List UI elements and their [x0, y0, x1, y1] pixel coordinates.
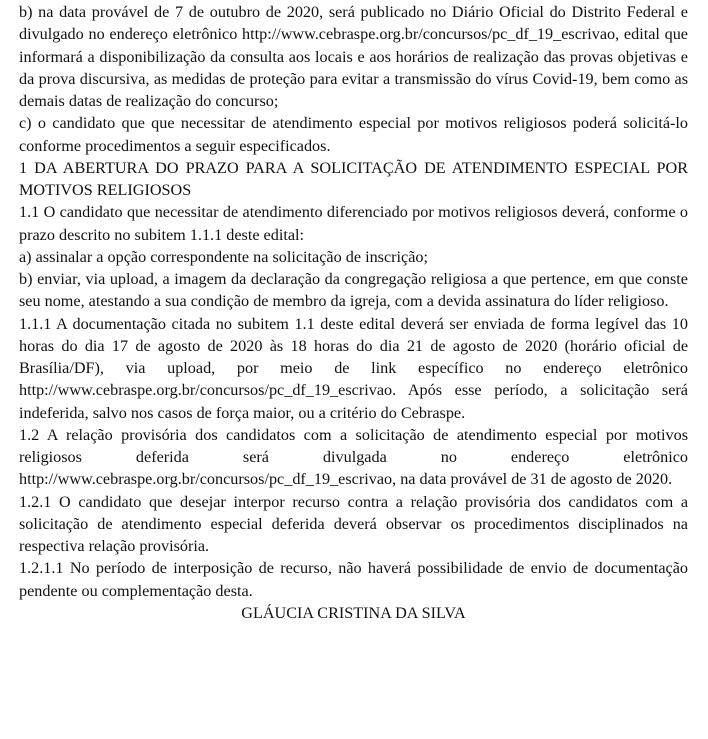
signature-name: GLÁUCIA CRISTINA DA SILVA	[241, 603, 466, 622]
section-heading: 1 DA ABERTURA DO PRAZO PARA A SOLICITAÇÃO DE ATENDIMENTO ESPECIAL POR MOTIVOS RELIGIOSOS	[19, 158, 688, 199]
paragraph-1-2-1-1: 1.2.1.1 No período de interposição de recurso, não haverá possibilidade de envio de documentação pendente ou complementação desta.	[19, 559, 688, 600]
paragraph-1-2-1: 1.2.1 O candidato que desejar interpor recurso contra a relação provisória dos candidatos com a solicitação de atendimento especial deferida deverá observar os procedimentos disciplinados na respectiva relação provisória.	[19, 492, 688, 555]
paragraph-item-b-publication: b) na data provável de 7 de outubro de 2020, será publicado no Diário Oficial do Distrito Federal e divulgado no endereço eletrônico http://www.cebraspe.org.br/concursos/pc_df_19_escrivao, edital que informará a disponibilização da consulta aos locais e aos horários de realização das provas objetivas e da prova discursiva, as medidas de proteção para evitar a transmissão do vírus Covid-19, bem como as demais datas de realização do concurso;	[19, 3, 688, 110]
paragraph-item-c-special-service: c) o candidato que que necessitar de atendimento especial por motivos religiosos poderá solicitá-lo conforme procedimentos a seguir especificados.	[19, 114, 688, 155]
document-page	[0, 1, 708, 739]
paragraph-1-1-b: b) enviar, via upload, a imagem da declaração da congregação religiosa a que pertence, em que conste seu nome, atestando a sua condição de membro da igreja, com a devida assinatura do líder religioso.	[19, 270, 688, 311]
paragraph-1-1: 1.1 O candidato que necessitar de atendimento diferenciado por motivos religiosos deverá, conforme o prazo descrito no subitem 1.1.1 deste edital:	[19, 203, 688, 244]
paragraph-1-1-a: a) assinalar a opção correspondente na solicitação de inscrição;	[19, 247, 428, 266]
paragraph-1-2: 1.2 A relação provisória dos candidatos com a solicitação de atendimento especial por motivos religiosos deferida será divulgada no endereço eletrônico http://www.cebraspe.org.br/concursos/pc_df_19_escrivao, na data provável de 31 de agosto de 2020.	[19, 425, 688, 489]
paragraph-1-1-1: 1.1.1 A documentação citada no subitem 1.1 deste edital deverá ser enviada de forma legível das 10 horas do dia 17 de agosto de 2020 às 18 horas do dia 21 de agosto de 2020 (horário oficial de Brasília/DF), via upload, por meio de link específico no endereço eletrônico http://www.cebraspe.org.br/concursos/pc_df_19_escrivao. Após esse período, a solicitação será indeferida, salvo nos casos de força maior, ou a critério do Cebraspe.	[19, 314, 688, 422]
